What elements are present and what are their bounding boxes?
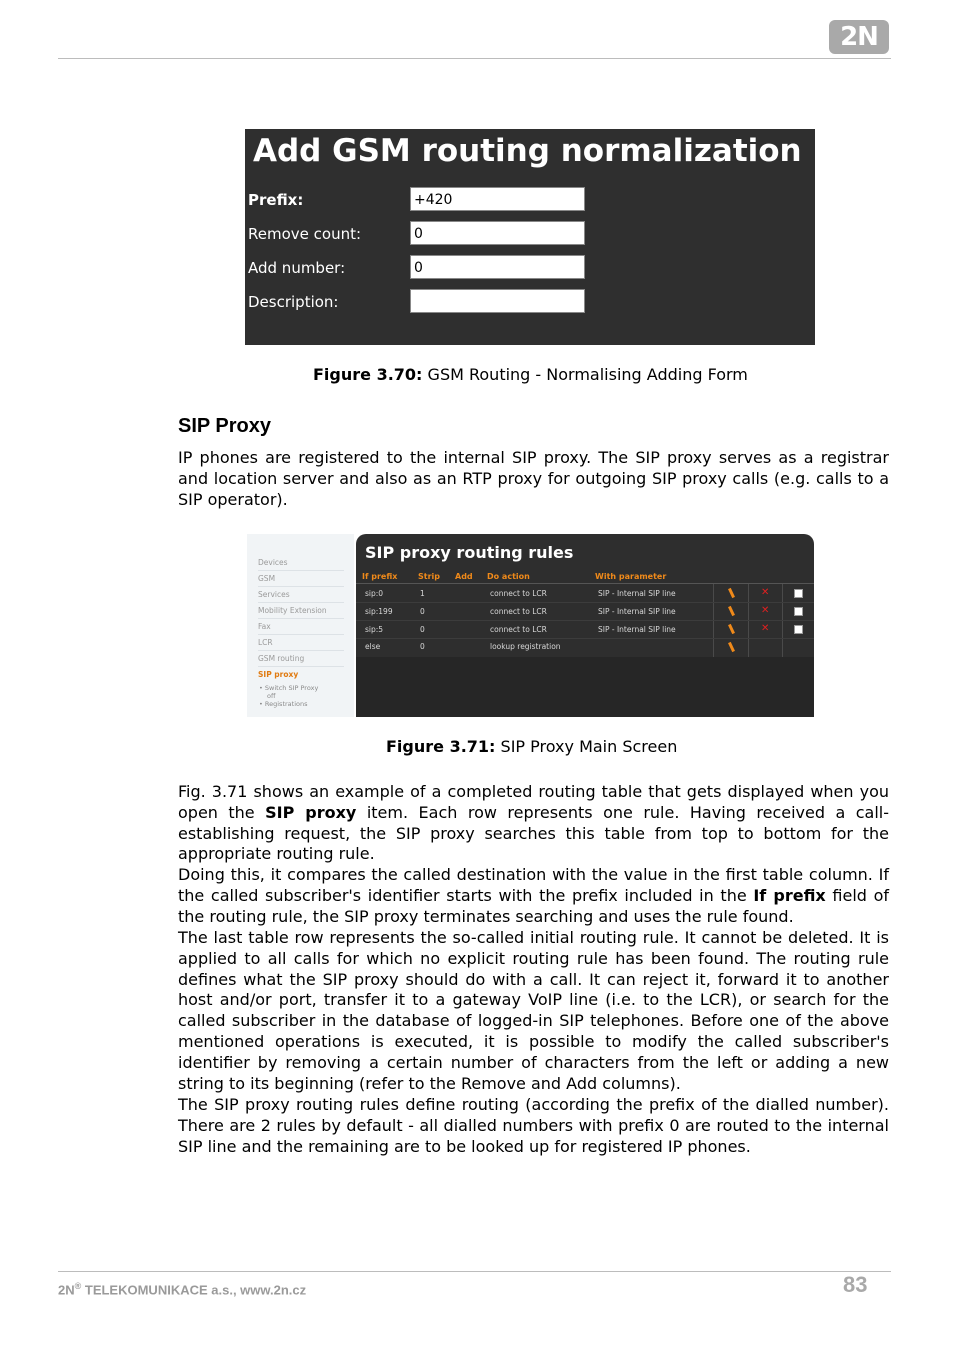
row4-prefix: else: [365, 642, 381, 651]
col-with-parameter: With parameter: [595, 572, 667, 581]
bold-term: SIP proxy: [265, 802, 357, 822]
sidebar-subitem-switch-off-cont[interactable]: off: [267, 692, 276, 700]
row-divider: [356, 602, 814, 603]
intro-paragraph: IP phones are registered to the internal SIP proxy. The SIP proxy serves as a registrar and location server and also as an RTP proxy for outgoing SIP proxy calls (e.g. calls to a SIP operator).: [178, 448, 889, 509]
row-checkbox[interactable]: [794, 589, 803, 598]
remove-count-label: Remove count:: [248, 225, 362, 243]
caption-label: Figure 3.71:: [386, 737, 496, 756]
edit-icon[interactable]: [728, 606, 735, 616]
sidebar-item-devices[interactable]: Devices: [258, 555, 344, 571]
panel-title: SIP proxy routing rules: [365, 543, 574, 562]
text-run: Doing this, it compares the called destination with the value in the first table column. If the called subscriber's identifier starts with the prefix included in the: [178, 865, 889, 905]
remove-count-row: [245, 221, 815, 247]
row-divider: [356, 620, 814, 621]
row2-prefix: sip:199: [365, 607, 393, 616]
delete-icon[interactable]: ✕: [761, 587, 770, 598]
description-row: [245, 289, 815, 315]
remove-count-input[interactable]: 0: [410, 221, 585, 245]
sidebar-subitem-registrations[interactable]: • Registrations: [259, 700, 308, 708]
row1-prefix: sip:0: [365, 589, 384, 598]
header-divider: [356, 583, 814, 584]
row2-action: connect to LCR: [490, 607, 547, 616]
header-rule: [58, 58, 891, 59]
body-paragraph-4: The SIP proxy routing rules define routing (according the prefix of the dialled number). There are 2 rules by default - all dialled numbers with prefix 0 are routed to the internal SIP line and the remaining are to be looked up for registered IP phones.: [178, 1095, 889, 1156]
sidebar-item-mobility-extension[interactable]: Mobility Extension: [258, 603, 344, 619]
sip-proxy-screen-figure: [247, 534, 814, 717]
row3-prefix: sip:5: [365, 625, 384, 634]
delete-icon[interactable]: ✕: [761, 623, 770, 634]
figure-3-71-caption: [386, 737, 677, 756]
routing-rules-panel: [356, 534, 814, 717]
add-number-input[interactable]: 0: [410, 255, 585, 279]
row1-action: connect to LCR: [490, 589, 547, 598]
page-number: 83: [843, 1272, 868, 1297]
footer-company: [58, 1281, 306, 1297]
caption-label: Figure 3.70:: [313, 365, 423, 384]
gsm-normalization-form-figure: [245, 129, 815, 345]
caption-text: GSM Routing - Normalising Adding Form: [422, 365, 748, 384]
sidebar-subitem-switch-off[interactable]: • Switch SIP Proxy: [259, 684, 319, 692]
row1-strip: 1: [420, 589, 425, 598]
body-paragraph-2: [178, 865, 889, 927]
section-heading: SIP Proxy: [178, 415, 272, 437]
sidebar-item-gsm[interactable]: GSM: [258, 571, 344, 587]
edit-icon[interactable]: [728, 624, 735, 634]
caption-text: SIP Proxy Main Screen: [495, 737, 678, 756]
row3-strip: 0: [420, 625, 425, 634]
row-divider: [356, 638, 814, 639]
edit-icon[interactable]: [728, 588, 735, 598]
col-add: Add: [455, 572, 473, 581]
registered-mark: ®: [74, 1281, 82, 1291]
delete-icon[interactable]: ✕: [761, 605, 770, 616]
form-title: Add GSM routing normalization: [253, 133, 802, 169]
col-if-prefix: If prefix: [362, 572, 398, 581]
add-number-row: [245, 255, 815, 281]
add-number-label: Add number:: [248, 259, 346, 277]
bold-term: If prefix: [753, 885, 826, 905]
sidebar-item-gsm-routing[interactable]: GSM routing: [258, 651, 344, 667]
2n-logo: 2N: [829, 20, 889, 54]
text-run: Fig. 3.71 shows an example of a completed routing table that gets displayed when you open the: [178, 782, 889, 822]
sidebar-item-lcr[interactable]: LCR: [258, 635, 344, 651]
prefix-label: Prefix:: [248, 191, 304, 209]
col-do-action: Do action: [487, 572, 530, 581]
row1-param: SIP - Internal SIP line: [598, 589, 676, 598]
sidebar-item-services[interactable]: Services: [258, 587, 344, 603]
footer-brand: 2N: [58, 1282, 75, 1298]
prefix-input[interactable]: +420: [410, 187, 585, 211]
row4-strip: 0: [420, 642, 425, 651]
footer-company-text: TELEKOMUNIKACE a.s., www.2n.cz: [81, 1282, 307, 1298]
footer-rule: [58, 1271, 891, 1272]
description-label: Description:: [248, 293, 339, 311]
row2-param: SIP - Internal SIP line: [598, 607, 676, 616]
text-run: item. Each row represents one rule. Having received a call-establishing request, the SIP proxy searches this table from top to bottom for the appropriate routing rule.: [178, 802, 890, 864]
edit-icon[interactable]: [728, 642, 735, 652]
col-strip: Strip: [418, 572, 440, 581]
row-checkbox[interactable]: [794, 607, 803, 616]
body-paragraph-3: The last table row represents the so-called initial routing rule. It cannot be deleted. It is applied to all calls for which no explicit routing rule has been found. The routing rule defines what the SIP proxy should do with a call. It can reject it, forward it to another host and/or port, transfer it to a gateway VoIP line (i.e. to the LCR), or search for the called subscriber in the database of logged-in SIP telephones. Before one of the above mentioned operations is executed, it is possible to modify the called subscriber's identifier by removing a certain number of characters from the left or adding a new string to its beginning (refer to the Remove and Add columns).: [178, 928, 889, 1093]
description-input[interactable]: [410, 289, 585, 313]
sidebar-menu: [247, 534, 354, 717]
sidebar-item-fax[interactable]: Fax: [258, 619, 344, 635]
row2-strip: 0: [420, 607, 425, 616]
prefix-row: [245, 187, 815, 213]
body-paragraph-1: [178, 782, 889, 865]
sidebar-item-sip-proxy[interactable]: SIP proxy: [258, 670, 299, 679]
panel-empty-area: [356, 657, 814, 717]
text-run: field of the routing rule, the SIP proxy terminates searching and uses the rule found.: [178, 885, 889, 926]
figure-3-70-caption: [313, 365, 748, 384]
row-checkbox[interactable]: [794, 625, 803, 634]
row3-param: SIP - Internal SIP line: [598, 625, 676, 634]
row3-action: connect to LCR: [490, 625, 547, 634]
row4-action: lookup registration: [490, 642, 561, 651]
